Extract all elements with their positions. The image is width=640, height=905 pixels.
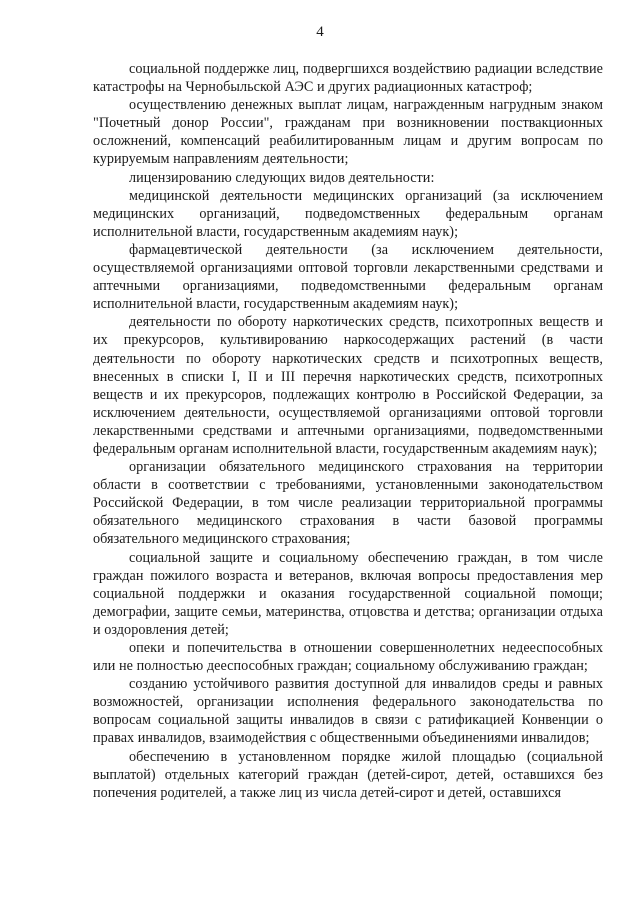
paragraph-social-protection: социальной защите и социальному обеспечению граждан, в том числе граждан пожилого возраста и ветеранов, включая вопросы предоставления мер социальной поддержки и оказания государственной социальной помощи; демографии, защите семьи, материнства, отцовства и детства; организации отдыха и оздоровления детей; bbox=[93, 549, 603, 638]
paragraph-pharmaceutical-activity: фармацевтической деятельности (за исключением деятельности, осуществляемой организациями оптовой торговли лекарственными средствами и аптечными организациями, подведомственными федеральным органам исполнительной власти, государственным академиям наук); bbox=[93, 241, 603, 313]
document-body bbox=[93, 60, 603, 802]
paragraph-narcotics-turnover: деятельности по обороту наркотических средств, психотропных веществ и их прекурсоров, культивированию наркосодержащих растений (в части деятельности по обороту наркотических средств и психотропных веществ, внесенных в списки I, II и III перечня наркотических средств, психотропных веществ и их прекурсоров, подлежащих контролю в Российской Федерации, за исключением деятельности, осуществляемой организациями оптовой торговли лекарственными средствами и аптечными организациями, подведомственными федеральным органам исполнительной власти, государственным академиям наук); bbox=[93, 314, 603, 457]
paragraph-medical-activity: медицинской деятельности медицинских организаций (за исключением медицинских организаций, подведомственных федеральным органам исполнительной власти, государственным академиям наук); bbox=[93, 187, 603, 240]
paragraph-disabled-environment: созданию устойчивого развития доступной для инвалидов среды и равных возможностей, организации исполнения федерального законодательства по вопросам социальной защиты инвалидов в связи с ратификацией Конвенции о правах инвалидов, взаимодействия с общественными объединениями инвалидов; bbox=[93, 676, 603, 747]
paragraph-licensing-intro: лицензированию следующих видов деятельности: bbox=[129, 169, 435, 186]
page-number: 4 bbox=[316, 24, 324, 40]
paragraph-radiation-support: социальной поддержке лиц, подвергшихся воздействию радиации вследствие катастрофы на Чернобыльской АЭС и других радиационных катастроф; bbox=[93, 61, 603, 96]
paragraph-donor-payments: осуществлению денежных выплат лицам, награжденным нагрудным знаком "Почетный донор России", гражданам при возникновении поствакционных осложнений, компенсаций реабилитированным лицам и другим вопросам по курируемым направлениям деятельности; bbox=[93, 97, 603, 168]
paragraph-medical-insurance: организации обязательного медицинского страхования на территории области в соответствии с требованиями, установленными законодательством Российской Федерации, в том числе реализации территориальной программы обязательного медицинского страхования в части базовой программы обязательного медицинского страхования; bbox=[93, 459, 603, 548]
paragraph-guardianship: опеки и попечительства в отношении совершеннолетних недееспособных или не полностью дееспособных граждан; социальному обслуживанию граждан; bbox=[93, 640, 603, 675]
paragraph-housing-provision: обеспечению в установленном порядке жилой площадью (социальной выплатой) отдельных категорий граждан (детей-сирот, детей, оставшихся без попечения родителей, а также лиц из числа детей-сирот и детей, оставшихся bbox=[93, 748, 603, 801]
